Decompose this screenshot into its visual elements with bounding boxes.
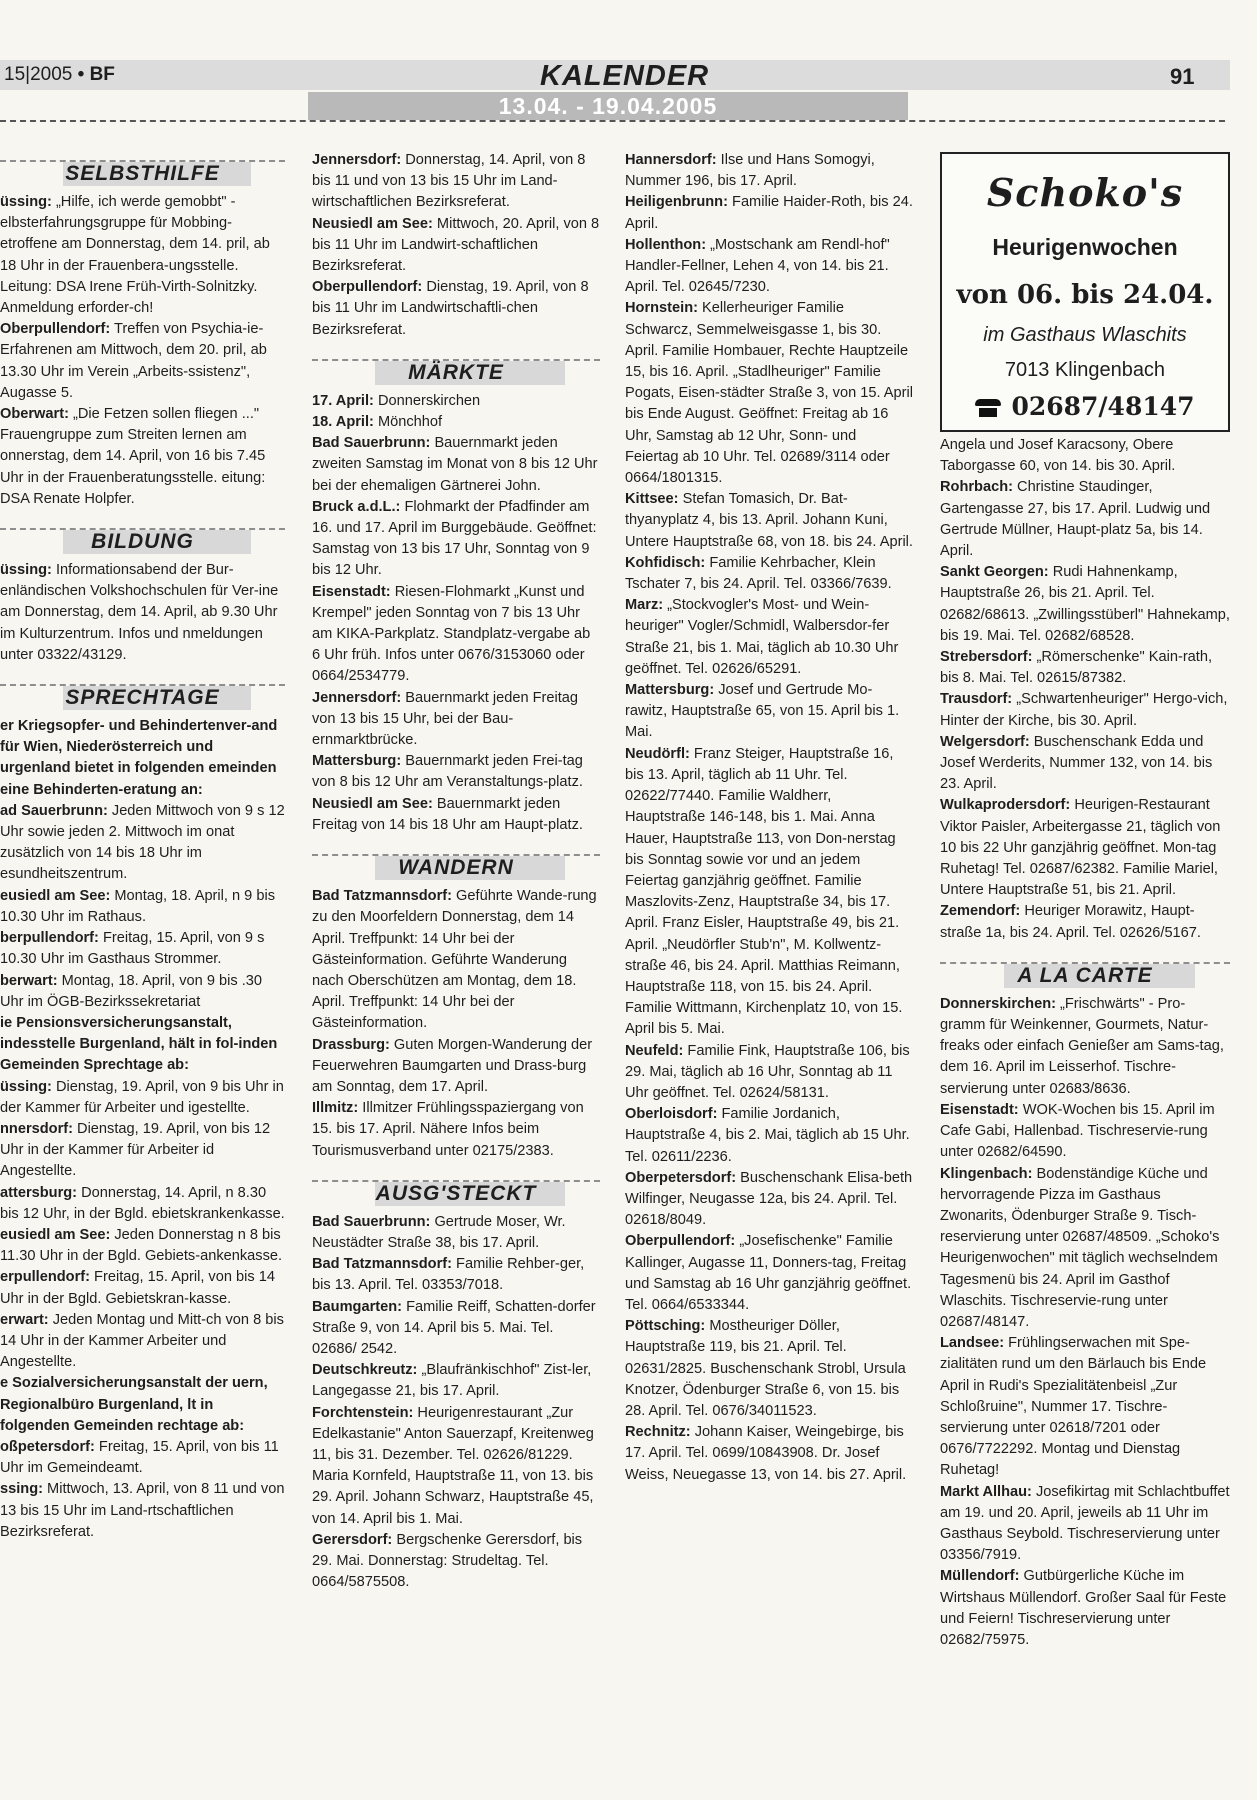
list-item <box>312 886 600 1034</box>
list-item <box>312 688 600 752</box>
list-item <box>312 1403 600 1530</box>
entry-place: Heiligenbrunn: <box>625 194 728 211</box>
entry-place: eusiedl am See: <box>0 1226 111 1243</box>
column-3 <box>625 150 913 1790</box>
entry-place: erwart: <box>0 1311 49 1328</box>
entry-text: Riesen-Flohmarkt „Kunst und Krempel" jeden Sonntag von 7 bis 13 Uhr am KIKA-Parkplatz. Standplatz-vergabe ab 6 Uhr früh. Infos unter 0676/3153060 oder 0664/2534779. <box>312 583 591 685</box>
list-item <box>625 744 913 1041</box>
entry-text: „Schwartenheuriger" Hergo-vich, Hinter der Kirche, bis 30. April. <box>940 691 1228 729</box>
list-item: Angela und Josef Karacsony, Obere Taborgasse 60, von 14. bis 30. April. <box>940 437 1176 475</box>
issue-number: 15|2005 <box>4 64 73 85</box>
entry-place: Oberwart: <box>0 406 69 423</box>
section-header-selbsthilfe <box>0 150 285 184</box>
list-item <box>625 1316 913 1422</box>
intro-bold: ie Pensionsversicherungsanstalt, indesstelle Burgenland, hält in fol-inden Gemeinden Sprechtage ab: <box>0 1014 278 1074</box>
entry-place: Kohfidisch: <box>625 554 706 571</box>
entry-text: Dienstag, 19. April, von 8 bis 11 Uhr im Landwirtschaftli-chen Bezirksreferat. <box>312 279 589 338</box>
list-item <box>940 795 1230 901</box>
entry-text: Heurigen-Restaurant Viktor Paisler, Arbeitergasse 21, täglich von 10 bis 22 Uhr ganzjährig geöffnet. Mon-tag Ruhetag! Tel. 02687/62382. Familie Mariel, Untere Hauptstraße 51, bis 21. April. <box>940 797 1221 899</box>
entry-text: Freitag, 15. April, von bis 14 Uhr in der Bgld. Gebietskran-kasse. <box>0 1269 275 1307</box>
intro-bold: er Kriegsopfer- und Behindertenver-and für Wien, Niederösterreich und urgenland bietet in folgenden emeinden eine Behinderten-eratung an: <box>0 718 278 798</box>
intro-text <box>0 1013 285 1077</box>
entry-place: Bad Sauerbrunn: <box>312 1213 431 1230</box>
entry-place: Oberpullendorf: <box>0 321 111 338</box>
section-title: AUSG'STECKT <box>375 1181 537 1205</box>
entry-text: Jeden Montag und Mitt-ch von 8 bis 14 Uhr in der Kammer Arbeiter und Angestellte. <box>0 1311 284 1371</box>
entry-text: Illmitzer Frühlingsspaziergang von 15. bis 17. April. Nähere Infos beim Tourismusverband unter 02175/2383. <box>312 1100 584 1159</box>
entry-text: Dienstag, 19. April, von 9 bis Uhr in der Kammer für Arbeiter und igestellte. <box>0 1078 284 1116</box>
list-item <box>0 1225 285 1267</box>
list-item <box>312 1360 600 1402</box>
list-item <box>0 1479 285 1543</box>
entry-place: berpullendorf: <box>0 930 99 947</box>
entry-place: Jennersdorf: <box>312 689 402 706</box>
entry-place: Kittsee: <box>625 491 679 508</box>
entry-text: „Frischwärts" - Pro-gramm für Weinkenner, Gourmets, Natur-freaks oder einfach Genießer am Sams-tag, dem 16. April im Leisserhof. Tischre-servierung unter 02683/8636. <box>940 995 1224 1097</box>
list-item <box>625 298 913 489</box>
entry-place: 18. April: <box>312 414 374 431</box>
section-title: MÄRKTE <box>408 360 504 384</box>
entry-text: Geführte Wande-rung zu den Moorfeldern Donnerstag, dem 14 April. Treffpunkt: 14 Uhr bei der Gästeinformation. Geführte Wanderung nach Oberschützen am Montag, dem 18. April. Treffpunkt: 14 Uhr bei der Gästeinformation. <box>312 888 597 1032</box>
list-item <box>312 150 600 214</box>
entry-place: Deutschkreutz: <box>312 1362 418 1379</box>
entry-place: attersburg: <box>0 1184 78 1201</box>
issue-separator: • <box>77 64 85 85</box>
entry-text: „Stockvogler's Most- und Wein-heuriger" Vogler/Schmidl, Walbersdor-fer Straße 21, bis 1. Mai, täglich ab 10.30 Uhr geöffnet. Tel. 02626/65291. <box>625 597 899 677</box>
list-item <box>625 553 913 595</box>
entry-text: Familie Reiff, Schatten-dorfer Straße 9, von 14. April bis 5. Mai. Tel. 02686/ 2542. <box>312 1298 596 1357</box>
entry-place: Eisenstadt: <box>312 583 391 600</box>
magazine-name: BF <box>89 64 115 85</box>
entry-place: Neufeld: <box>625 1042 684 1059</box>
entry-place: Eisenstadt: <box>940 1101 1019 1118</box>
entry-text: Buschenschank Elisa-beth Wilfinger, Neugasse 12a, bis 24. April. Tel. 02618/8049. <box>625 1169 913 1229</box>
entry-place: Klingenbach: <box>940 1165 1033 1182</box>
entry-place: Strebersdorf: <box>940 649 1033 666</box>
entry-text: WOK-Wochen bis 15. April im Cafe Gabi, Hallenbad. Tischreservie-rung unter 02682/64590. <box>940 1101 1215 1161</box>
list-item <box>312 1530 600 1594</box>
list-item <box>312 794 600 836</box>
list-item <box>312 433 600 497</box>
entry-text: Stefan Tomasich, Dr. Bat-thyanyplatz 4, bis 13. April. Johann Kuni, Untere Hauptstraße 68, von 18. bis 24. April. <box>625 491 913 550</box>
entry-place: ssing: <box>0 1481 43 1498</box>
section-header-ausgsteckt <box>312 1170 600 1204</box>
column-1 <box>0 150 285 1790</box>
section-header-alacarte <box>940 952 1230 986</box>
entry-place: ad Sauerbrunn: <box>0 802 108 819</box>
entry-place: Bad Sauerbrunn: <box>312 435 431 452</box>
list-item <box>0 1077 285 1119</box>
entry-text: Bauernmarkt jeden Freitag von 13 bis 15 Uhr, bei der Bau-ernmarktbrücke. <box>312 689 579 749</box>
list-item <box>0 404 285 510</box>
list-item <box>625 235 913 299</box>
header-divider <box>0 120 1225 122</box>
entry-place: Oberpullendorf: <box>625 1233 736 1250</box>
entry-text: Josef und Gertrude Mo-rawitz, Hauptstraße 65, von 15. April bis 1. Mai. <box>625 682 900 741</box>
list-item <box>312 1098 600 1162</box>
section-header-sprechtage <box>0 674 285 708</box>
section-title: BILDUNG <box>91 530 194 554</box>
entry-text: „Mostschank am Rendl-hof" Handler-Fellner, Lehen 4, von 14. bis 21. April. Tel. 02645/7230. <box>625 236 890 296</box>
entry-place: eusiedl am See: <box>0 887 111 904</box>
ad-phone-line <box>942 392 1228 421</box>
entry-text: Bauernmarkt jeden zweiten Samstag im Monat von 8 bis 12 Uhr bei der ehemaligen Gärtnerei John. <box>312 435 598 494</box>
section-header-wandern <box>312 844 600 878</box>
entry-place: Trausdorf: <box>940 691 1013 708</box>
entry-place: Mattersburg: <box>625 682 715 699</box>
entry-text: Josefikirtag mit Schlachtbuffet am 19. und 20. April, jeweils ab 11 Uhr im Gasthaus Seybold. Tischreservierung unter 03356/7919. <box>940 1483 1230 1564</box>
list-item <box>312 582 600 688</box>
entry-text: Familie Fink, Hauptstraße 106, bis 29. Mai, täglich ab 16 Uhr, Sonntag ab 11 Uhr geöffnet. Tel. 02624/58131. <box>625 1042 910 1101</box>
list-item <box>0 319 285 404</box>
entry-place: Oberloisdorf: <box>625 1106 718 1123</box>
entry-text: Buschenschank Edda und Josef Werderits, Nummer 132, von 14. bis 23. April. <box>940 733 1213 793</box>
entry-text: Montag, 18. April, n 9 bis 10.30 Uhr im Rathaus. <box>0 887 276 925</box>
entry-place: Marz: <box>625 597 664 614</box>
list-item <box>312 1035 600 1099</box>
section-title: A LA CARTE <box>1017 963 1153 987</box>
list-item <box>625 150 913 192</box>
entry-place: Wulkaprodersdorf: <box>940 797 1071 814</box>
entry-place: Welgersdorf: <box>940 733 1030 750</box>
entry-place: Müllendorf: <box>940 1568 1020 1585</box>
entry-place: Hannersdorf: <box>625 152 717 168</box>
list-item <box>625 1041 913 1105</box>
telephone-icon <box>975 399 1001 417</box>
advertisement-schokos <box>940 152 1230 432</box>
entry-text: Mittwoch, 20. April, von 8 bis 11 Uhr im Landwirt-schaftlichen Bezirksreferat. <box>312 215 600 275</box>
entry-text: Heurigenrestaurant „Zur Edelkastanie" Anton Sauerzapf, Kreitenweg 11, bis 31. Dezember. Tel. 02626/81229. Maria Kornfeld, Hauptstraße 11, von 13. bis 29. April. Johann Schwarz, Hauptstraße 45, von 14. April bis 1. Mai. <box>312 1404 594 1527</box>
entry-text: Gertrude Moser, Wr. Neustädter Straße 38, bis 17. April. <box>312 1213 566 1251</box>
list-item <box>940 647 1230 689</box>
entry-place: Bruck a.d.L.: <box>312 498 401 515</box>
ad-dates: von 06. bis 24.04. <box>956 280 1214 310</box>
entry-text: Gutbürgerliche Küche im Wirtshaus Müllendorf. Großer Saal für Feste und Feiern! Tischreservierung unter 02682/75975. <box>940 1568 1227 1648</box>
list-item <box>625 1168 913 1232</box>
list-item <box>0 928 285 970</box>
list-item <box>940 1333 1230 1481</box>
entry-text: Bergschenke Gerersdorf, bis 29. Mai. Donnerstag: Strudeltag. Tel. 0664/5875508. <box>312 1531 583 1591</box>
entry-text: Treffen von Psychia-ie-Erfahrenen am Mittwoch, dem 20. pril, ab 13.30 Uhr im Verein „Arbeits-ssistenz", Augasse 5. <box>0 321 267 401</box>
list-item <box>312 1212 600 1254</box>
list-item <box>940 477 1230 562</box>
list-item <box>940 1100 1230 1164</box>
entry-text: „Blaufränkischhof" Zist-ler, Langegasse 21, bis 17. April. <box>312 1362 592 1400</box>
list-item <box>312 1297 600 1361</box>
entry-text: Mostheuriger Döller, Hauptstraße 119, bis 21. April. Tel. 02631/2825. Buschenschank Strobl, Ursula Knotzer, Ödenburger Straße 6, von 15. bis 28. April. Tel. 0676/34011523. <box>625 1318 906 1419</box>
intro-text <box>0 716 285 801</box>
list-item <box>940 901 1230 943</box>
entry-text: Donnerstag, 14. April, von 8 bis 11 und von 13 bis 15 Uhr im Land-wirtschaftlichen Bezirksreferat. <box>312 152 586 211</box>
list-item <box>625 192 913 234</box>
intro-bold: e Sozialversicherungsanstalt der uern, Regionalbüro Burgenland, lt in folgenden Gemeinden rechtage ab: <box>0 1375 268 1434</box>
entry-text: Flohmarkt der Pfadfinder am 16. und 17. April im Burggebäude. Geöffnet: Samstag von 13 bis 17 Uhr, Sonntag von 9 bis 12 Uhr. <box>312 498 597 579</box>
entry-place: Neudörfl: <box>625 745 690 762</box>
entry-text: Familie Rehber-ger, bis 13. April. Tel. 03353/7018. <box>312 1256 585 1294</box>
entry-place: Baumgarten: <box>312 1298 403 1315</box>
entry-text: Heuriger Morawitz, Haupt-straße 1a, bis 24. April. Tel. 02626/5167. <box>940 903 1201 941</box>
entry-text: Montag, 18. April, von 9 bis .30 Uhr im ÖGB-Bezirkssekretariat <box>0 972 263 1010</box>
list-item <box>940 1482 1230 1567</box>
entry-text: Dienstag, 19. April, von bis 12 Uhr in der Kammer für Arbeiter id Angestellte. <box>0 1120 271 1180</box>
list-item <box>940 994 1230 1100</box>
list-item <box>312 277 600 341</box>
list-item <box>940 689 1230 731</box>
issue-label <box>4 64 115 86</box>
list-item <box>0 1267 285 1309</box>
list-item <box>625 1422 913 1486</box>
list-item <box>940 562 1230 647</box>
entry-text: Jeden Mittwoch von 9 s 12 Uhr sowie jeden 2. Mittwoch im onat zusätzlich von 14 bis 18 Uhr im esundheitszentrum. <box>0 802 285 883</box>
entry-text: „Römerschenke" Kain-rath, bis 8. Mai. Tel. 02615/87382. <box>940 649 1213 687</box>
list-item <box>940 1566 1230 1651</box>
page-number: 91 <box>1170 64 1195 89</box>
date-range: 13.04. - 19.04.2005 <box>498 93 718 119</box>
entry-place: Zemendorf: <box>940 903 1021 920</box>
entry-text: Rudi Hahnenkamp, Hauptstraße 26, bis 21. April. Tel. 02682/68613. „Zwillingsstüberl" Hahnekamp, bis 19. Mai. Tel. 02682/68528. <box>940 564 1230 644</box>
entry-place: Pöttsching: <box>625 1318 706 1335</box>
section-header-maerkte <box>312 349 600 383</box>
entry-place: Hornstein: <box>625 300 698 317</box>
list-item <box>0 1119 285 1183</box>
page-title: KALENDER <box>540 60 710 92</box>
section-title: SPRECHTAGE <box>65 686 220 710</box>
entry-place: üssing: <box>0 1078 52 1095</box>
entry-text: Kellerheuriger Familie Schwarcz, Semmelweisgasse 1, bis 30. April. Familie Hombauer, Rechte Hauptzeile 15, bis 16. April. „Stadlheuriger" Familie Pogats, Eisen-städter Straße 3, von 15. April bis Ende August. Geöffnet: Freitag ab 16 Uhr, Samstag ab 12 Uhr, Sonn- und Feiertag ab 10 Uhr. Tel. 02689/3114 oder 0664/1801315. <box>625 300 913 487</box>
list-item <box>0 971 285 1013</box>
list-item <box>312 391 600 412</box>
entry-place: Oberpetersdorf: <box>625 1169 737 1186</box>
entry-text: „Josefischenke" Familie Kallinger, Augasse 11, Donners-tag, Freitag und Samstag ab 16 Uhr ganzjährig geöffnet. Tel. 0664/6533344. <box>625 1233 912 1313</box>
entry-text: Franz Steiger, Hauptstraße 16, bis 13. April, täglich ab 11 Uhr. Tel. 02622/77440. Familie Waldherr, Hauptstraße 146-148, bis 1. Mai. Anna Hauer, Hauptstraße 113, von Don-nerstag bis Sonntag sowie vor und an jedem Feiertag ganzjährig geöffnet. Familie Maszlovits-Zenz, Hauptstraße 34, bis 17. April. Franz Eisler, Hauptstraße 49, bis 21. April. „Neudörfler Stub'n", M. Kollwentz-straße 46, bis 24. April. Matthias Reimann, Hauptstraße 118, von 15. bis 24. April. Familie Wittmann, Kirchenplatz 10, von 15. April bis 5. Mai. <box>625 745 903 1038</box>
entry-place: üssing: <box>0 562 52 579</box>
section-title: SELBSTHILFE <box>65 162 220 185</box>
list-item <box>625 595 913 680</box>
section-header-bildung <box>0 518 285 552</box>
entry-text: Mittwoch, 13. April, von 8 11 und von 13 bis 15 Uhr im Land-rtschaftlichen Bezirksreferat. <box>0 1481 285 1540</box>
entry-text: Mönchhof <box>373 414 443 431</box>
entry-place: Markt Allhau: <box>940 1483 1032 1500</box>
entry-text: Bauernmarkt jeden Frei-tag von 8 bis 12 Uhr am Veranstaltungs-platz. <box>312 753 583 791</box>
list-item <box>312 497 600 582</box>
ad-subtitle: Heurigenwochen <box>992 234 1178 260</box>
list-item <box>0 1310 285 1374</box>
entry-text: Bauernmarkt jeden Freitag von 14 bis 18 Uhr am Haupt-platz. <box>312 795 583 833</box>
ad-logo: Schoko's <box>986 170 1184 215</box>
entry-text: „Hilfe, ich werde gemobbt" - elbsterfahrungsgruppe für Mobbing-etroffene am Donnerstag, dem 14. pril, ab 18 Uhr in der Frauenbera-ungsstelle. Leitung: DSA Irene Früh-Virth-Solnitzky. Anmeldung erforder-ch! <box>0 194 270 317</box>
entry-text: Johann Kaiser, Weingebirge, bis 17. April. Tel. 0699/10843908. Dr. Josef Weiss, Neuegasse 13, von 14. bis 27. April. <box>625 1424 907 1483</box>
entry-text: Frühlingserwachen mit Spe-zialitäten rund um den Bärlauch bis Ende April in Rudi's Spezialitätenbeisl „Zur Schloßruine", Nummer 17. Tischre-servierung unter 02618/7201 oder 0676/7722292. Montag und Dienstag Ruhetag! <box>940 1335 1207 1479</box>
list-item <box>0 192 285 319</box>
list-item <box>312 1254 600 1296</box>
entry-place: Rohrbach: <box>940 479 1013 496</box>
entry-place: Mattersburg: <box>312 753 402 770</box>
entry-place: Drassburg: <box>312 1036 390 1053</box>
list-item <box>940 732 1230 796</box>
entry-place: erpullendorf: <box>0 1269 90 1286</box>
list-item <box>0 801 285 886</box>
list-item <box>940 1164 1230 1334</box>
list-item <box>0 1183 285 1225</box>
entry-text: Guten Morgen-Wanderung der Feuerwehren Baumgarten und Drass-burg am Sonntag, dem 17. April. <box>312 1036 593 1095</box>
entry-text: „Die Fetzen sollen fliegen ..." Frauengruppe zum Streiten lernen am onnerstag, dem 14. April, von 16 bis 7.45 Uhr in der Frauenberatungsstelle. eitung: DSA Renate Holpfer. <box>0 406 266 507</box>
entry-place: Jennersdorf: <box>312 152 402 168</box>
entry-place: nnersdorf: <box>0 1120 73 1137</box>
entry-place: Hollenthon: <box>625 236 707 253</box>
entry-text: Familie Jordanich, Hauptstraße 4, bis 2. Mai, täglich ab 15 Uhr. Tel. 02611/2236. <box>625 1106 910 1165</box>
entry-place: Rechnitz: <box>625 1424 691 1441</box>
entry-text: Donnerstag, 14. April, n 8.30 bis 12 Uhr, in der Bgld. ebietskrankenkasse. <box>0 1184 285 1222</box>
entry-text: Jeden Donnerstag n 8 bis 11.30 Uhr in der Bgld. Gebiets-ankenkasse. <box>0 1226 283 1265</box>
column-4 <box>940 435 1230 1795</box>
list-item <box>312 412 600 433</box>
entry-place: berwart: <box>0 972 58 989</box>
ad-venue: im Gasthaus Wlaschits <box>983 324 1187 346</box>
ad-place: 7013 Klingenbach <box>1004 359 1166 381</box>
entry-place: 17. April: <box>312 392 374 409</box>
entry-text: Informationsabend der Bur-enländischen Volkshochschulen für Ver-ine am Donnerstag, dem 14. April, ab 9.30 Uhr im Kulturzentrum. Infos und nmeldungen unter 03322/43129. <box>0 562 279 663</box>
entry-place: Neusiedl am See: <box>312 795 433 812</box>
entry-place: üssing: <box>0 194 52 210</box>
entry-text: Christine Staudinger, Gartengasse 27, bis 17. April. Ludwig und Gertrude Müllner, Haupt-platz 5a, bis 14. April. <box>940 479 1211 560</box>
ad-phone-number: 02687/48147 <box>1011 392 1195 421</box>
list-item <box>625 680 913 744</box>
list-item <box>625 489 913 553</box>
list-item <box>312 214 600 278</box>
section-title: WANDERN <box>398 856 514 880</box>
list-item <box>625 1231 913 1316</box>
entry-text: Familie Haider-Roth, bis 24. April. <box>625 194 913 232</box>
entry-place: Forchtenstein: <box>312 1404 414 1421</box>
list-item <box>0 1437 285 1479</box>
list-item <box>312 751 600 793</box>
entry-text: Freitag, 15. April, von bis 11 Uhr im Gemeindeamt. <box>0 1438 279 1477</box>
entry-text: Bodenständige Küche und hervorragende Pizza im Gasthaus Zwonarits, Ödenburger Straße 9. Tisch-reservierung unter 02687/48509. „Schoko's Heurigenwochen" mit täglich wechselndem Tagesmenü bis 24. April im Gasthof Wlaschits. Tischreservie-rung unter 02687/48147. <box>940 1165 1220 1330</box>
entry-place: Illmitz: <box>312 1100 359 1117</box>
entry-place: Gerersdorf: <box>312 1531 393 1548</box>
entry-place: Bad Tatzmannsdorf: <box>312 888 452 905</box>
entry-place: Bad Tatzmannsdorf: <box>312 1256 452 1273</box>
entry-place: Sankt Georgen: <box>940 564 1049 581</box>
list-item <box>0 560 285 666</box>
entry-place: Landsee: <box>940 1335 1005 1352</box>
list-item <box>0 886 285 928</box>
list-item <box>625 1104 913 1168</box>
entry-place: Oberpullendorf: <box>312 279 423 296</box>
entry-text: Ilse und Hans Somogyi, Nummer 196, bis 17. April. <box>625 152 875 190</box>
column-2 <box>312 150 600 1790</box>
entry-place: oßpetersdorf: <box>0 1438 95 1455</box>
entry-place: Neusiedl am See: <box>312 215 433 232</box>
entry-text: Freitag, 15. April, von 9 s 10.30 Uhr im Gasthaus Strommer. <box>0 930 265 968</box>
entry-text: Donnerskirchen <box>373 392 481 409</box>
entry-place: Donnerskirchen: <box>940 995 1056 1012</box>
intro-text <box>0 1373 285 1437</box>
entry-text: Familie Kehrbacher, Klein Tschater 7, bis 24. April. Tel. 03366/7639. <box>625 554 892 593</box>
